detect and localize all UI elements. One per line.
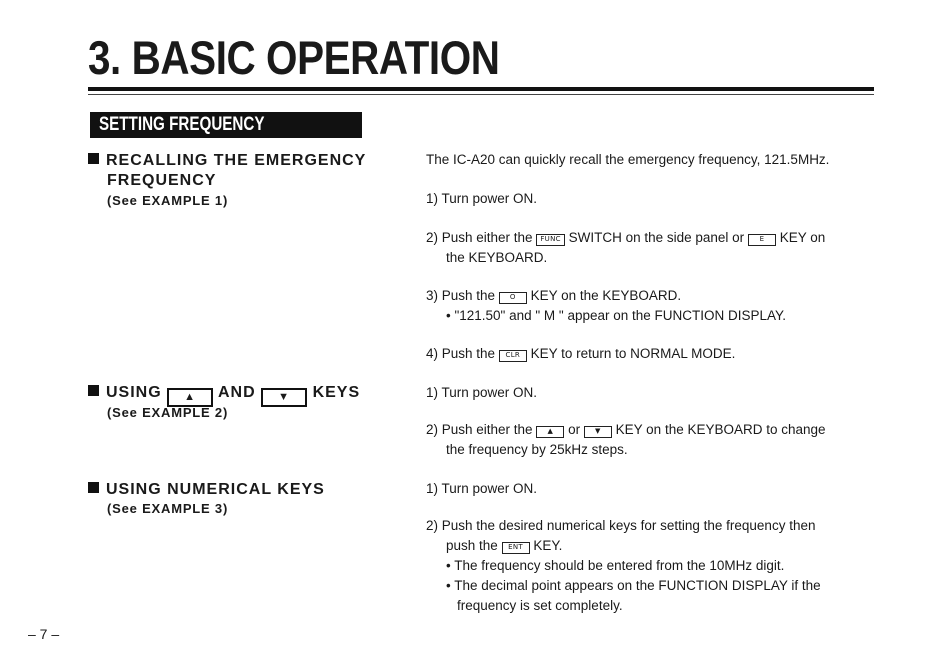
numerical-step2-text-b: push the xyxy=(446,538,498,553)
o-key-icon: O xyxy=(499,292,527,304)
emergency-step4-text-b: KEY to return to NORMAL MODE. xyxy=(530,346,736,361)
section-banner xyxy=(90,112,362,138)
updown-step1: 1) Turn power ON. xyxy=(426,385,538,400)
numerical-bullet1: • The frequency should be entered from the 10MHz digit. xyxy=(446,558,785,573)
emergency-heading xyxy=(88,151,366,191)
numerical-step1: 1) Turn power ON. xyxy=(426,481,538,496)
numerical-see-example: (See EXAMPLE 3) xyxy=(107,501,229,516)
updown-heading-text-c: KEYS xyxy=(312,384,361,401)
section-banner-label: SETTING FREQUENCY xyxy=(99,114,265,135)
square-bullet-icon xyxy=(88,153,99,164)
up-arrow-key-icon: ▲ xyxy=(167,388,213,407)
square-bullet-icon xyxy=(88,385,99,396)
e-key-icon: E xyxy=(748,234,776,246)
updown-step2-text-a: 2) Push either the xyxy=(426,422,533,437)
numerical-heading-text: USING NUMERICAL KEYS xyxy=(106,481,325,498)
updown-heading-text-b: AND xyxy=(217,384,256,401)
title-rule-thick xyxy=(88,87,874,91)
numerical-bullet2-cont: frequency is set completely. xyxy=(457,598,623,613)
func-key-icon: FUNC xyxy=(536,234,564,246)
numerical-step2 xyxy=(426,516,821,616)
page-number: – 7 – xyxy=(28,626,60,642)
updown-step2 xyxy=(426,420,826,460)
emergency-step3-text-b: KEY on the KEYBOARD. xyxy=(530,288,682,303)
emergency-heading-line1: RECALLING THE EMERGENCY xyxy=(106,152,367,169)
ent-key-icon: ENT xyxy=(502,542,530,554)
emergency-step2-text-b: SWITCH on the side panel or xyxy=(568,230,745,245)
numerical-bullet2: • The decimal point appears on the FUNCTION DISPLAY if the xyxy=(446,578,821,593)
updown-step2-text-b: KEY on the KEYBOARD to change xyxy=(615,422,826,437)
down-arrow-small-key-icon: ▼ xyxy=(584,426,612,438)
down-arrow-key-icon: ▼ xyxy=(261,388,307,407)
emergency-see-example: (See EXAMPLE 1) xyxy=(107,193,229,208)
emergency-step2 xyxy=(426,228,825,268)
emergency-step1: 1) Turn power ON. xyxy=(426,191,538,206)
up-arrow-small-key-icon: ▲ xyxy=(536,426,564,438)
numerical-heading xyxy=(88,480,325,500)
emergency-step3-bullet: • "121.50" and " M " appear on the FUNCTION DISPLAY. xyxy=(446,308,787,323)
emergency-step2-text-a: 2) Push either the xyxy=(426,230,533,245)
numerical-step2-text-c: KEY. xyxy=(533,538,563,553)
emergency-heading-line2: FREQUENCY xyxy=(107,172,217,189)
title-rule-thin xyxy=(88,94,874,95)
emergency-step4 xyxy=(426,344,735,364)
clr-key-icon: CLR xyxy=(499,350,527,362)
updown-heading-text-a: USING xyxy=(106,384,162,401)
emergency-intro: The IC-A20 can quickly recall the emergency frequency, 121.5MHz. xyxy=(426,152,830,167)
emergency-step3-text-a: 3) Push the xyxy=(426,288,496,303)
updown-step2-or: or xyxy=(568,422,581,437)
emergency-step2-text-c: KEY on xyxy=(779,230,826,245)
updown-step2-text-c: the frequency by 25kHz steps. xyxy=(446,442,628,457)
updown-see-example: (See EXAMPLE 2) xyxy=(107,405,229,420)
emergency-step2-text-d: the KEYBOARD. xyxy=(446,250,548,265)
page-title: 3. BASIC OPERATION xyxy=(88,31,500,84)
emergency-step3 xyxy=(426,286,786,326)
emergency-step4-text-a: 4) Push the xyxy=(426,346,496,361)
square-bullet-icon xyxy=(88,482,99,493)
updown-heading xyxy=(88,383,360,407)
numerical-step2-text-a: 2) Push the desired numerical keys for setting the frequency then xyxy=(426,518,816,533)
